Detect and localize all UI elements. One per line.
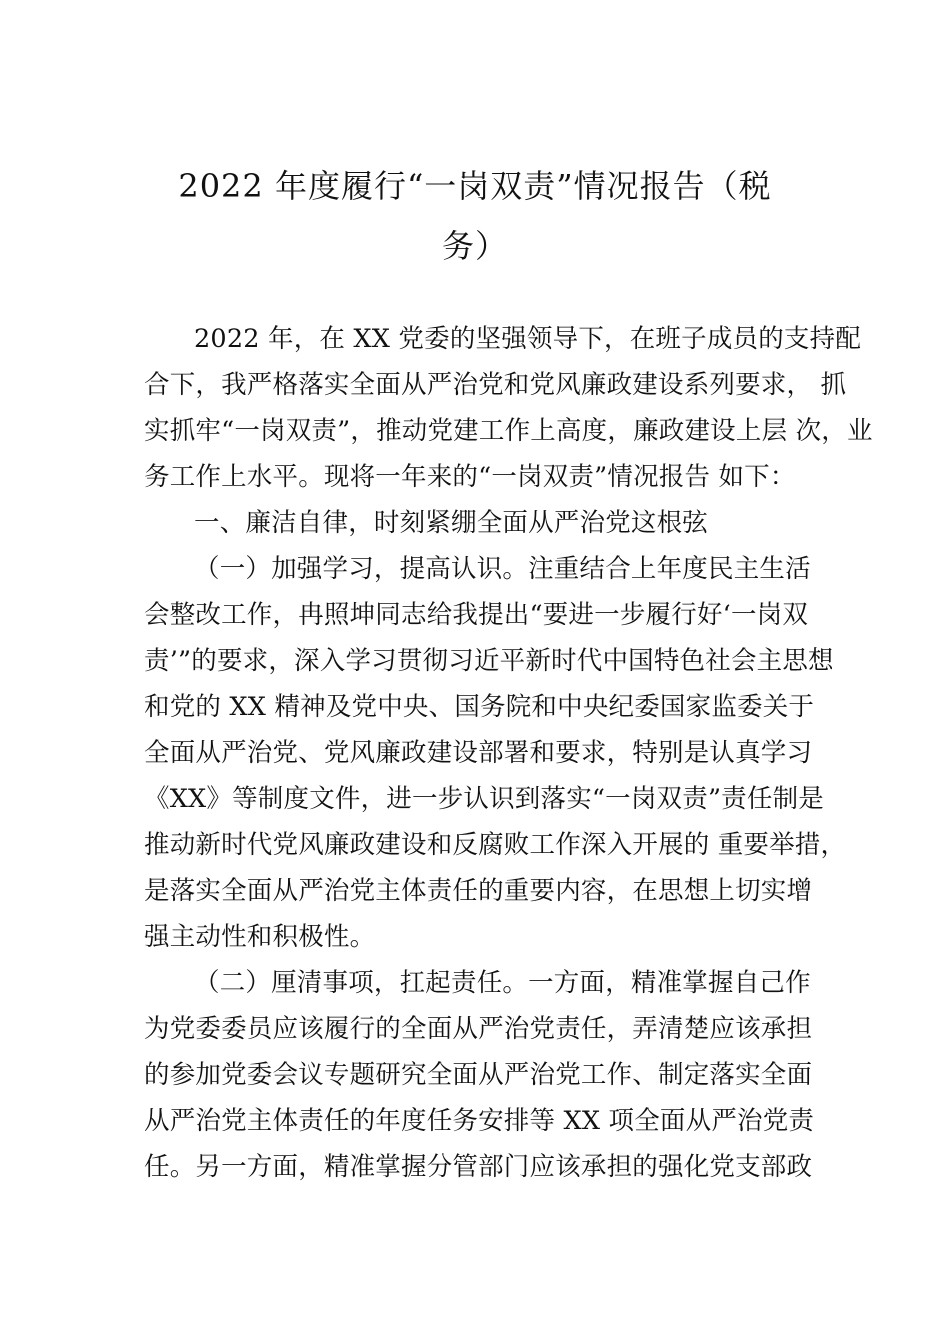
paragraph-line: 责’”的要求，深入学习贯彻习近平新时代中国特色社会主思想	[144, 646, 834, 676]
paragraph-line: 合下，我严格落实全面从严治党和党风廉政建设系列要求， 抓	[144, 370, 847, 400]
paragraph-line: 为党委委员应该履行的全面从严治党责任，弄清楚应该承担	[144, 1014, 813, 1044]
paragraph-line: 强主动性和积极性。	[144, 922, 376, 952]
document-title-line-2: 务）	[441, 227, 508, 265]
paragraph-line: 《XX》等制度文件，进一步认识到落实“一岗双责”责任制是	[144, 784, 824, 814]
paragraph-line: 任。另一方面，精准掌握分管部门应该承担的强化党支部政	[144, 1152, 813, 1182]
paragraph-line: （二）厘清事项，扛起责任。一方面，精准掌握自己作	[194, 968, 811, 998]
paragraph-line: 的参加党委会议专题研究全面从严治党工作、制定落实全面	[144, 1060, 813, 1090]
paragraph-line: 从严治党主体责任的年度任务安排等 XX 项全面从严治党责	[144, 1106, 815, 1136]
paragraph-line: （一）加强学习，提高认识。注重结合上年度民主生活	[194, 554, 811, 584]
document-title-line-1: 2022 年度履行“一岗双责”情况报告（税	[178, 167, 772, 205]
paragraph-line: 和党的 XX 精神及党中央、国务院和中央纪委国家监委关于	[144, 692, 815, 722]
paragraph-line: 全面从严治党、党风廉政建设部署和要求，特别是认真学习	[144, 738, 813, 768]
paragraph-line: 推动新时代党风廉政建设和反腐败工作深入开展的 重要举措，	[144, 830, 847, 860]
section-heading: 一、廉洁自律，时刻紧绷全面从严治党这根弦	[194, 508, 709, 538]
paragraph-line: 是落实全面从严治党主体责任的重要内容，在思想上切实增	[144, 876, 813, 906]
paragraph-line: 务工作上水平。现将一年来的“一岗双责”情况报告 如下：	[144, 462, 796, 492]
paragraph-line: 2022 年，在 XX 党委的坚强领导下，在班子成员的支持配	[194, 324, 862, 354]
paragraph-line: 会整改工作，冉照坤同志给我提出“要进一步履行好‘一岗双	[144, 600, 809, 630]
paragraph-line: 实抓牢“一岗双责”，推动党建工作上高度，廉政建设上层 次，业	[144, 416, 873, 446]
